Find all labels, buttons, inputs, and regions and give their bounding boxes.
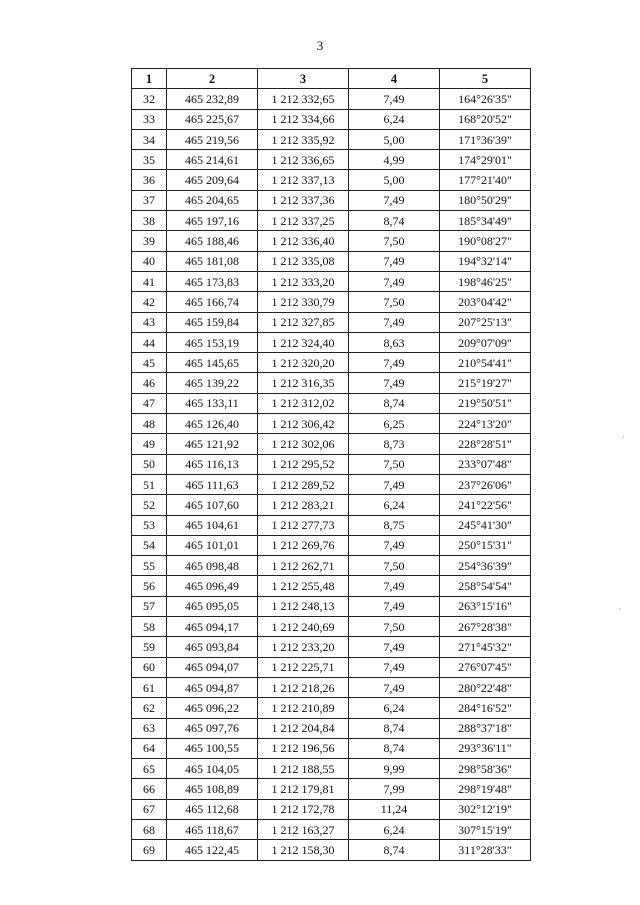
bearing-cell: 185°34'49"	[440, 211, 531, 231]
coord-x-cell: 465 094,07	[167, 657, 258, 677]
bearing-cell: 302°12'19"	[440, 799, 531, 819]
distance-cell: 6,24	[349, 698, 440, 718]
distance-cell: 8,63	[349, 332, 440, 352]
distance-cell: 7,49	[349, 596, 440, 616]
table-row	[132, 353, 531, 373]
table-body	[132, 89, 531, 860]
coord-y-cell: 1 212 248,13	[258, 596, 349, 616]
coord-y-cell: 1 212 218,26	[258, 677, 349, 697]
coord-x-cell: 465 232,89	[167, 89, 258, 109]
point-number-cell: 63	[132, 718, 167, 738]
coord-y-cell: 1 212 327,85	[258, 312, 349, 332]
table-row	[132, 657, 531, 677]
table-row	[132, 89, 531, 109]
bearing-cell: 284°16'52"	[440, 698, 531, 718]
coord-x-cell: 465 104,61	[167, 515, 258, 535]
bearing-cell: 267°28'38"	[440, 617, 531, 637]
coord-x-cell: 465 094,17	[167, 617, 258, 637]
table-row	[132, 596, 531, 616]
distance-cell: 7,49	[349, 89, 440, 109]
distance-cell: 7,50	[349, 231, 440, 251]
table-row	[132, 150, 531, 170]
bearing-cell: 198°46'25"	[440, 271, 531, 291]
table-row	[132, 718, 531, 738]
table-row	[132, 393, 531, 413]
point-number-cell: 49	[132, 434, 167, 454]
bearing-cell: 298°19'48"	[440, 779, 531, 799]
distance-cell: 7,49	[349, 251, 440, 271]
coord-y-cell: 1 212 240,69	[258, 617, 349, 637]
table-row	[132, 271, 531, 291]
coord-x-cell: 465 219,56	[167, 129, 258, 149]
coord-x-cell: 465 126,40	[167, 414, 258, 434]
bearing-cell: 311°28'33"	[440, 840, 531, 860]
distance-cell: 5,00	[349, 170, 440, 190]
header-col-5: 5	[440, 69, 531, 89]
point-number-cell: 46	[132, 373, 167, 393]
point-number-cell: 55	[132, 556, 167, 576]
coord-x-cell: 465 093,84	[167, 637, 258, 657]
coord-y-cell: 1 212 289,52	[258, 474, 349, 494]
bearing-cell: 241°22'56"	[440, 495, 531, 515]
bearing-cell: 258°54'54"	[440, 576, 531, 596]
coord-y-cell: 1 212 336,40	[258, 231, 349, 251]
table-row	[132, 779, 531, 799]
table-row	[132, 251, 531, 271]
distance-cell: 8,74	[349, 393, 440, 413]
coord-x-cell: 465 181,08	[167, 251, 258, 271]
coord-x-cell: 465 225,67	[167, 109, 258, 129]
table-row	[132, 556, 531, 576]
coord-x-cell: 465 101,01	[167, 535, 258, 555]
table-row	[132, 819, 531, 839]
coord-x-cell: 465 173,83	[167, 271, 258, 291]
table-row	[132, 474, 531, 494]
coord-x-cell: 465 096,49	[167, 576, 258, 596]
coord-y-cell: 1 212 335,08	[258, 251, 349, 271]
point-number-cell: 34	[132, 129, 167, 149]
coord-y-cell: 1 212 332,65	[258, 89, 349, 109]
bearing-cell: 177°21'40"	[440, 170, 531, 190]
point-number-cell: 59	[132, 637, 167, 657]
table-row	[132, 637, 531, 657]
table-row	[132, 129, 531, 149]
point-number-cell: 50	[132, 454, 167, 474]
coord-x-cell: 465 094,87	[167, 677, 258, 697]
coord-x-cell: 465 118,67	[167, 819, 258, 839]
coord-y-cell: 1 212 316,35	[258, 373, 349, 393]
point-number-cell: 68	[132, 819, 167, 839]
distance-cell: 7,50	[349, 617, 440, 637]
distance-cell: 8,75	[349, 515, 440, 535]
header-col-3: 3	[258, 69, 349, 89]
distance-cell: 7,49	[349, 271, 440, 291]
point-number-cell: 61	[132, 677, 167, 697]
coord-x-cell: 465 204,65	[167, 190, 258, 210]
bearing-cell: 209°07'09"	[440, 332, 531, 352]
distance-cell: 7,49	[349, 312, 440, 332]
table-row	[132, 211, 531, 231]
point-number-cell: 37	[132, 190, 167, 210]
coord-y-cell: 1 212 334,66	[258, 109, 349, 129]
coord-x-cell: 465 145,65	[167, 353, 258, 373]
coord-x-cell: 465 209,64	[167, 170, 258, 190]
coord-y-cell: 1 212 233,20	[258, 637, 349, 657]
bearing-cell: 307°15'19"	[440, 819, 531, 839]
point-number-cell: 53	[132, 515, 167, 535]
coord-y-cell: 1 212 312,02	[258, 393, 349, 413]
coord-y-cell: 1 212 333,20	[258, 271, 349, 291]
bearing-cell: 263°15'16"	[440, 596, 531, 616]
coord-x-cell: 465 122,45	[167, 840, 258, 860]
coord-x-cell: 465 197,16	[167, 211, 258, 231]
point-number-cell: 41	[132, 271, 167, 291]
coord-x-cell: 465 095,05	[167, 596, 258, 616]
table-row	[132, 231, 531, 251]
table-row	[132, 332, 531, 352]
coord-y-cell: 1 212 179,81	[258, 779, 349, 799]
point-number-cell: 57	[132, 596, 167, 616]
bearing-cell: 215°19'27"	[440, 373, 531, 393]
point-number-cell: 51	[132, 474, 167, 494]
table-row	[132, 170, 531, 190]
coord-y-cell: 1 212 337,36	[258, 190, 349, 210]
point-number-cell: 38	[132, 211, 167, 231]
distance-cell: 7,49	[349, 535, 440, 555]
distance-cell: 4,99	[349, 150, 440, 170]
bearing-cell: 276°07'45"	[440, 657, 531, 677]
distance-cell: 8,74	[349, 211, 440, 231]
coord-y-cell: 1 212 302,06	[258, 434, 349, 454]
table-row	[132, 454, 531, 474]
coord-x-cell: 465 121,92	[167, 434, 258, 454]
coord-y-cell: 1 212 210,89	[258, 698, 349, 718]
point-number-cell: 64	[132, 738, 167, 758]
coord-y-cell: 1 212 163,27	[258, 819, 349, 839]
point-number-cell: 36	[132, 170, 167, 190]
coord-y-cell: 1 212 172,78	[258, 799, 349, 819]
point-number-cell: 60	[132, 657, 167, 677]
bearing-cell: 180°50'29"	[440, 190, 531, 210]
table-row	[132, 495, 531, 515]
bearing-cell: 164°26'35"	[440, 89, 531, 109]
distance-cell: 6,24	[349, 495, 440, 515]
coord-x-cell: 465 116,13	[167, 454, 258, 474]
bearing-cell: 219°50'51"	[440, 393, 531, 413]
table-row	[132, 677, 531, 697]
table-row	[132, 109, 531, 129]
table-row	[132, 292, 531, 312]
coord-y-cell: 1 212 225,71	[258, 657, 349, 677]
distance-cell: 8,74	[349, 738, 440, 758]
point-number-cell: 62	[132, 698, 167, 718]
bearing-cell: 250°15'31"	[440, 535, 531, 555]
distance-cell: 7,49	[349, 576, 440, 596]
bearing-cell: 228°28'51"	[440, 434, 531, 454]
coord-y-cell: 1 212 283,21	[258, 495, 349, 515]
coord-y-cell: 1 212 277,73	[258, 515, 349, 535]
distance-cell: 7,49	[349, 474, 440, 494]
bearing-cell: 194°32'14"	[440, 251, 531, 271]
coord-y-cell: 1 212 306,42	[258, 414, 349, 434]
table-row	[132, 759, 531, 779]
coordinates-table	[131, 68, 531, 861]
bearing-cell: 207°25'13"	[440, 312, 531, 332]
page-number: 3	[316, 38, 324, 53]
coord-x-cell: 465 133,11	[167, 393, 258, 413]
coord-y-cell: 1 212 337,25	[258, 211, 349, 231]
point-number-cell: 32	[132, 89, 167, 109]
point-number-cell: 54	[132, 535, 167, 555]
coord-x-cell: 465 111,63	[167, 474, 258, 494]
table-row	[132, 434, 531, 454]
bearing-cell: 171°36'39"	[440, 129, 531, 149]
distance-cell: 8,73	[349, 434, 440, 454]
point-number-cell: 35	[132, 150, 167, 170]
distance-cell: 7,49	[349, 637, 440, 657]
point-number-cell: 42	[132, 292, 167, 312]
bearing-cell: 245°41'30"	[440, 515, 531, 535]
point-number-cell: 43	[132, 312, 167, 332]
coord-x-cell: 465 153,19	[167, 332, 258, 352]
point-number-cell: 48	[132, 414, 167, 434]
coord-y-cell: 1 212 335,92	[258, 129, 349, 149]
coord-y-cell: 1 212 262,71	[258, 556, 349, 576]
table-row	[132, 373, 531, 393]
distance-cell: 5,00	[349, 129, 440, 149]
coord-y-cell: 1 212 196,56	[258, 738, 349, 758]
point-number-cell: 65	[132, 759, 167, 779]
distance-cell: 8,74	[349, 718, 440, 738]
distance-cell: 7,50	[349, 292, 440, 312]
bearing-cell: 254°36'39"	[440, 556, 531, 576]
point-number-cell: 67	[132, 799, 167, 819]
point-number-cell: 39	[132, 231, 167, 251]
coord-y-cell: 1 212 255,48	[258, 576, 349, 596]
coord-x-cell: 465 097,76	[167, 718, 258, 738]
coord-x-cell: 465 107,60	[167, 495, 258, 515]
margin-mark: ·	[622, 432, 625, 442]
point-number-cell: 44	[132, 332, 167, 352]
table-row	[132, 190, 531, 210]
bearing-cell: 210°54'41"	[440, 353, 531, 373]
point-number-cell: 52	[132, 495, 167, 515]
coord-x-cell: 465 166,74	[167, 292, 258, 312]
table-row	[132, 312, 531, 332]
coord-y-cell: 1 212 269,76	[258, 535, 349, 555]
coord-x-cell: 465 098,48	[167, 556, 258, 576]
bearing-cell: 293°36'11"	[440, 738, 531, 758]
distance-cell: 7,50	[349, 556, 440, 576]
coord-y-cell: 1 212 320,20	[258, 353, 349, 373]
bearing-cell: 224°13'20"	[440, 414, 531, 434]
table-row	[132, 617, 531, 637]
coord-y-cell: 1 212 188,55	[258, 759, 349, 779]
distance-cell: 8,74	[349, 840, 440, 860]
table-header	[132, 69, 531, 89]
bearing-cell: 203°04'42"	[440, 292, 531, 312]
coord-y-cell: 1 212 330,79	[258, 292, 349, 312]
distance-cell: 7,49	[349, 657, 440, 677]
table-row	[132, 576, 531, 596]
table-row	[132, 414, 531, 434]
coord-y-cell: 1 212 295,52	[258, 454, 349, 474]
header-col-1: 1	[132, 69, 167, 89]
table-row	[132, 698, 531, 718]
distance-cell: 9,99	[349, 759, 440, 779]
distance-cell: 7,99	[349, 779, 440, 799]
table-row	[132, 840, 531, 860]
point-number-cell: 33	[132, 109, 167, 129]
point-number-cell: 69	[132, 840, 167, 860]
header-row	[132, 69, 531, 89]
coord-x-cell: 465 112,68	[167, 799, 258, 819]
coord-x-cell: 465 214,61	[167, 150, 258, 170]
table-row	[132, 535, 531, 555]
coord-y-cell: 1 212 324,40	[258, 332, 349, 352]
coord-y-cell: 1 212 336,65	[258, 150, 349, 170]
distance-cell: 6,25	[349, 414, 440, 434]
point-number-cell: 66	[132, 779, 167, 799]
bearing-cell: 237°26'06"	[440, 474, 531, 494]
bearing-cell: 190°08'27"	[440, 231, 531, 251]
bearing-cell: 280°22'48"	[440, 677, 531, 697]
table-row	[132, 738, 531, 758]
coord-x-cell: 465 139,22	[167, 373, 258, 393]
coord-x-cell: 465 159,84	[167, 312, 258, 332]
coord-x-cell: 465 104,05	[167, 759, 258, 779]
distance-cell: 7,49	[349, 677, 440, 697]
bearing-cell: 298°58'36"	[440, 759, 531, 779]
header-col-2: 2	[167, 69, 258, 89]
bearing-cell: 174°29'01"	[440, 150, 531, 170]
margin-mark: ·	[618, 604, 621, 614]
coord-x-cell: 465 100,55	[167, 738, 258, 758]
distance-cell: 7,49	[349, 373, 440, 393]
distance-cell: 6,24	[349, 819, 440, 839]
bearing-cell: 288°37'18"	[440, 718, 531, 738]
point-number-cell: 56	[132, 576, 167, 596]
coord-x-cell: 465 096,22	[167, 698, 258, 718]
distance-cell: 6,24	[349, 109, 440, 129]
bearing-cell: 233°07'48"	[440, 454, 531, 474]
point-number-cell: 47	[132, 393, 167, 413]
point-number-cell: 58	[132, 617, 167, 637]
coord-x-cell: 465 188,46	[167, 231, 258, 251]
bearing-cell: 271°45'32"	[440, 637, 531, 657]
distance-cell: 7,49	[349, 353, 440, 373]
header-col-4: 4	[349, 69, 440, 89]
distance-cell: 7,49	[349, 190, 440, 210]
coord-y-cell: 1 212 204,84	[258, 718, 349, 738]
coord-x-cell: 465 108,89	[167, 779, 258, 799]
coord-y-cell: 1 212 158,30	[258, 840, 349, 860]
point-number-cell: 45	[132, 353, 167, 373]
coord-y-cell: 1 212 337,13	[258, 170, 349, 190]
bearing-cell: 168°20'52"	[440, 109, 531, 129]
point-number-cell: 40	[132, 251, 167, 271]
table-row	[132, 515, 531, 535]
distance-cell: 11,24	[349, 799, 440, 819]
table-row	[132, 799, 531, 819]
distance-cell: 7,50	[349, 454, 440, 474]
